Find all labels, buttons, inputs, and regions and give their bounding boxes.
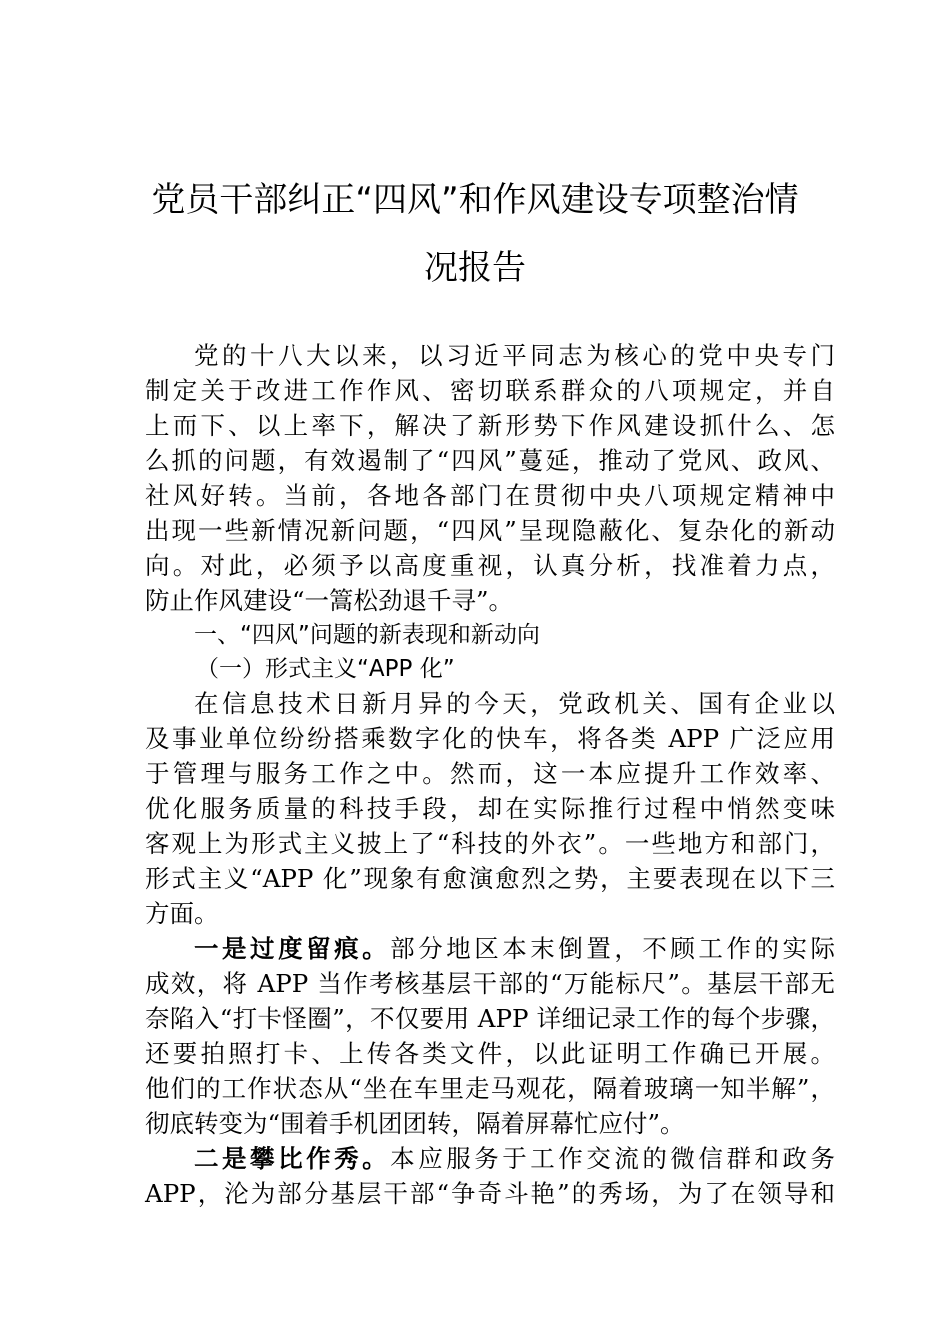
paragraph-1-line: 社风好转。当前，各地各部门在贯彻中央八项规定精神中: [145, 481, 835, 510]
document-title-line-2: 况报告: [424, 248, 526, 288]
paragraph-1-line: 制定关于改进工作作风、密切联系群众的八项规定，并自: [145, 376, 835, 405]
paragraph-3-first-text: 部分地区本末倒置，不顾工作的实际: [390, 934, 836, 963]
section-heading-1-1: （一）形式主义“APP 化”: [196, 656, 455, 682]
paragraph-3-lead: 一是过度留痕。: [194, 934, 391, 963]
paragraph-2-line: 及事业单位纷纷搭乘数字化的快车，将各类 APP 广泛应用: [145, 724, 835, 753]
document-title-line-1: 党员干部纠正“四风”和作风建设专项整治情: [151, 180, 799, 220]
paragraph-1-line: 防止作风建设“一篙松劲退千寻”。: [145, 586, 514, 615]
paragraph-3-line: 还要拍照打卡、上传各类文件，以此证明工作确已开展。: [145, 1039, 835, 1068]
paragraph-1-line: 上而下、以上率下，解决了新形势下作风建设抓什么、怎: [145, 411, 835, 440]
paragraph-3-first-line: [194, 934, 835, 964]
paragraph-1-line: 党的十八大以来，以习近平同志为核心的党中央专门: [194, 341, 835, 370]
paragraph-2-line: 在信息技术日新月异的今天，党政机关、国有企业以: [194, 689, 835, 718]
paragraph-4-first-text: 本应服务于工作交流的微信群和政务: [390, 1144, 836, 1173]
paragraph-3-line: 彻底转变为“围着手机团团转，隔着屏幕忙应付”。: [145, 1109, 685, 1138]
paragraph-3-line: 成效，将 APP 当作考核基层干部的“万能标尺”。基层干部无: [145, 969, 835, 998]
paragraph-2-line: 于管理与服务工作之中。然而，这一本应提升工作效率、: [145, 759, 835, 788]
paragraph-2-line: 优化服务质量的科技手段，却在实际推行过程中悄然变味: [145, 794, 835, 823]
paragraph-2-line: 方面。: [145, 899, 219, 928]
paragraph-1-line: 出现一些新情况新问题，“四风”呈现隐蔽化、复杂化的新动: [145, 516, 835, 545]
paragraph-2-line: 形式主义“APP 化”现象有愈演愈烈之势，主要表现在以下三: [145, 864, 835, 893]
paragraph-4-lead: 二是攀比作秀。: [194, 1144, 391, 1173]
paragraph-1-line: 向。对此，必须予以高度重视，认真分析，找准着力点，: [145, 551, 835, 580]
section-heading-1: 一、“四风”问题的新表现和新动向: [194, 622, 540, 648]
paragraph-1-line: 么抓的问题，有效遏制了“四风”蔓延，推动了党风、政风、: [145, 446, 835, 475]
paragraph-4-first-line: [194, 1144, 835, 1174]
paragraph-4-line: APP，沦为部分基层干部“争奇斗艳”的秀场，为了在领导和: [145, 1179, 835, 1208]
paragraph-3-line: 奈陷入“打卡怪圈”，不仅要用 APP 详细记录工作的每个步骤，: [145, 1004, 835, 1033]
paragraph-3-line: 他们的工作状态从“坐在车里走马观花，隔着玻璃一知半解”，: [145, 1074, 835, 1103]
paragraph-2-line: 客观上为形式主义披上了“科技的外衣”。一些地方和部门，: [145, 829, 835, 858]
